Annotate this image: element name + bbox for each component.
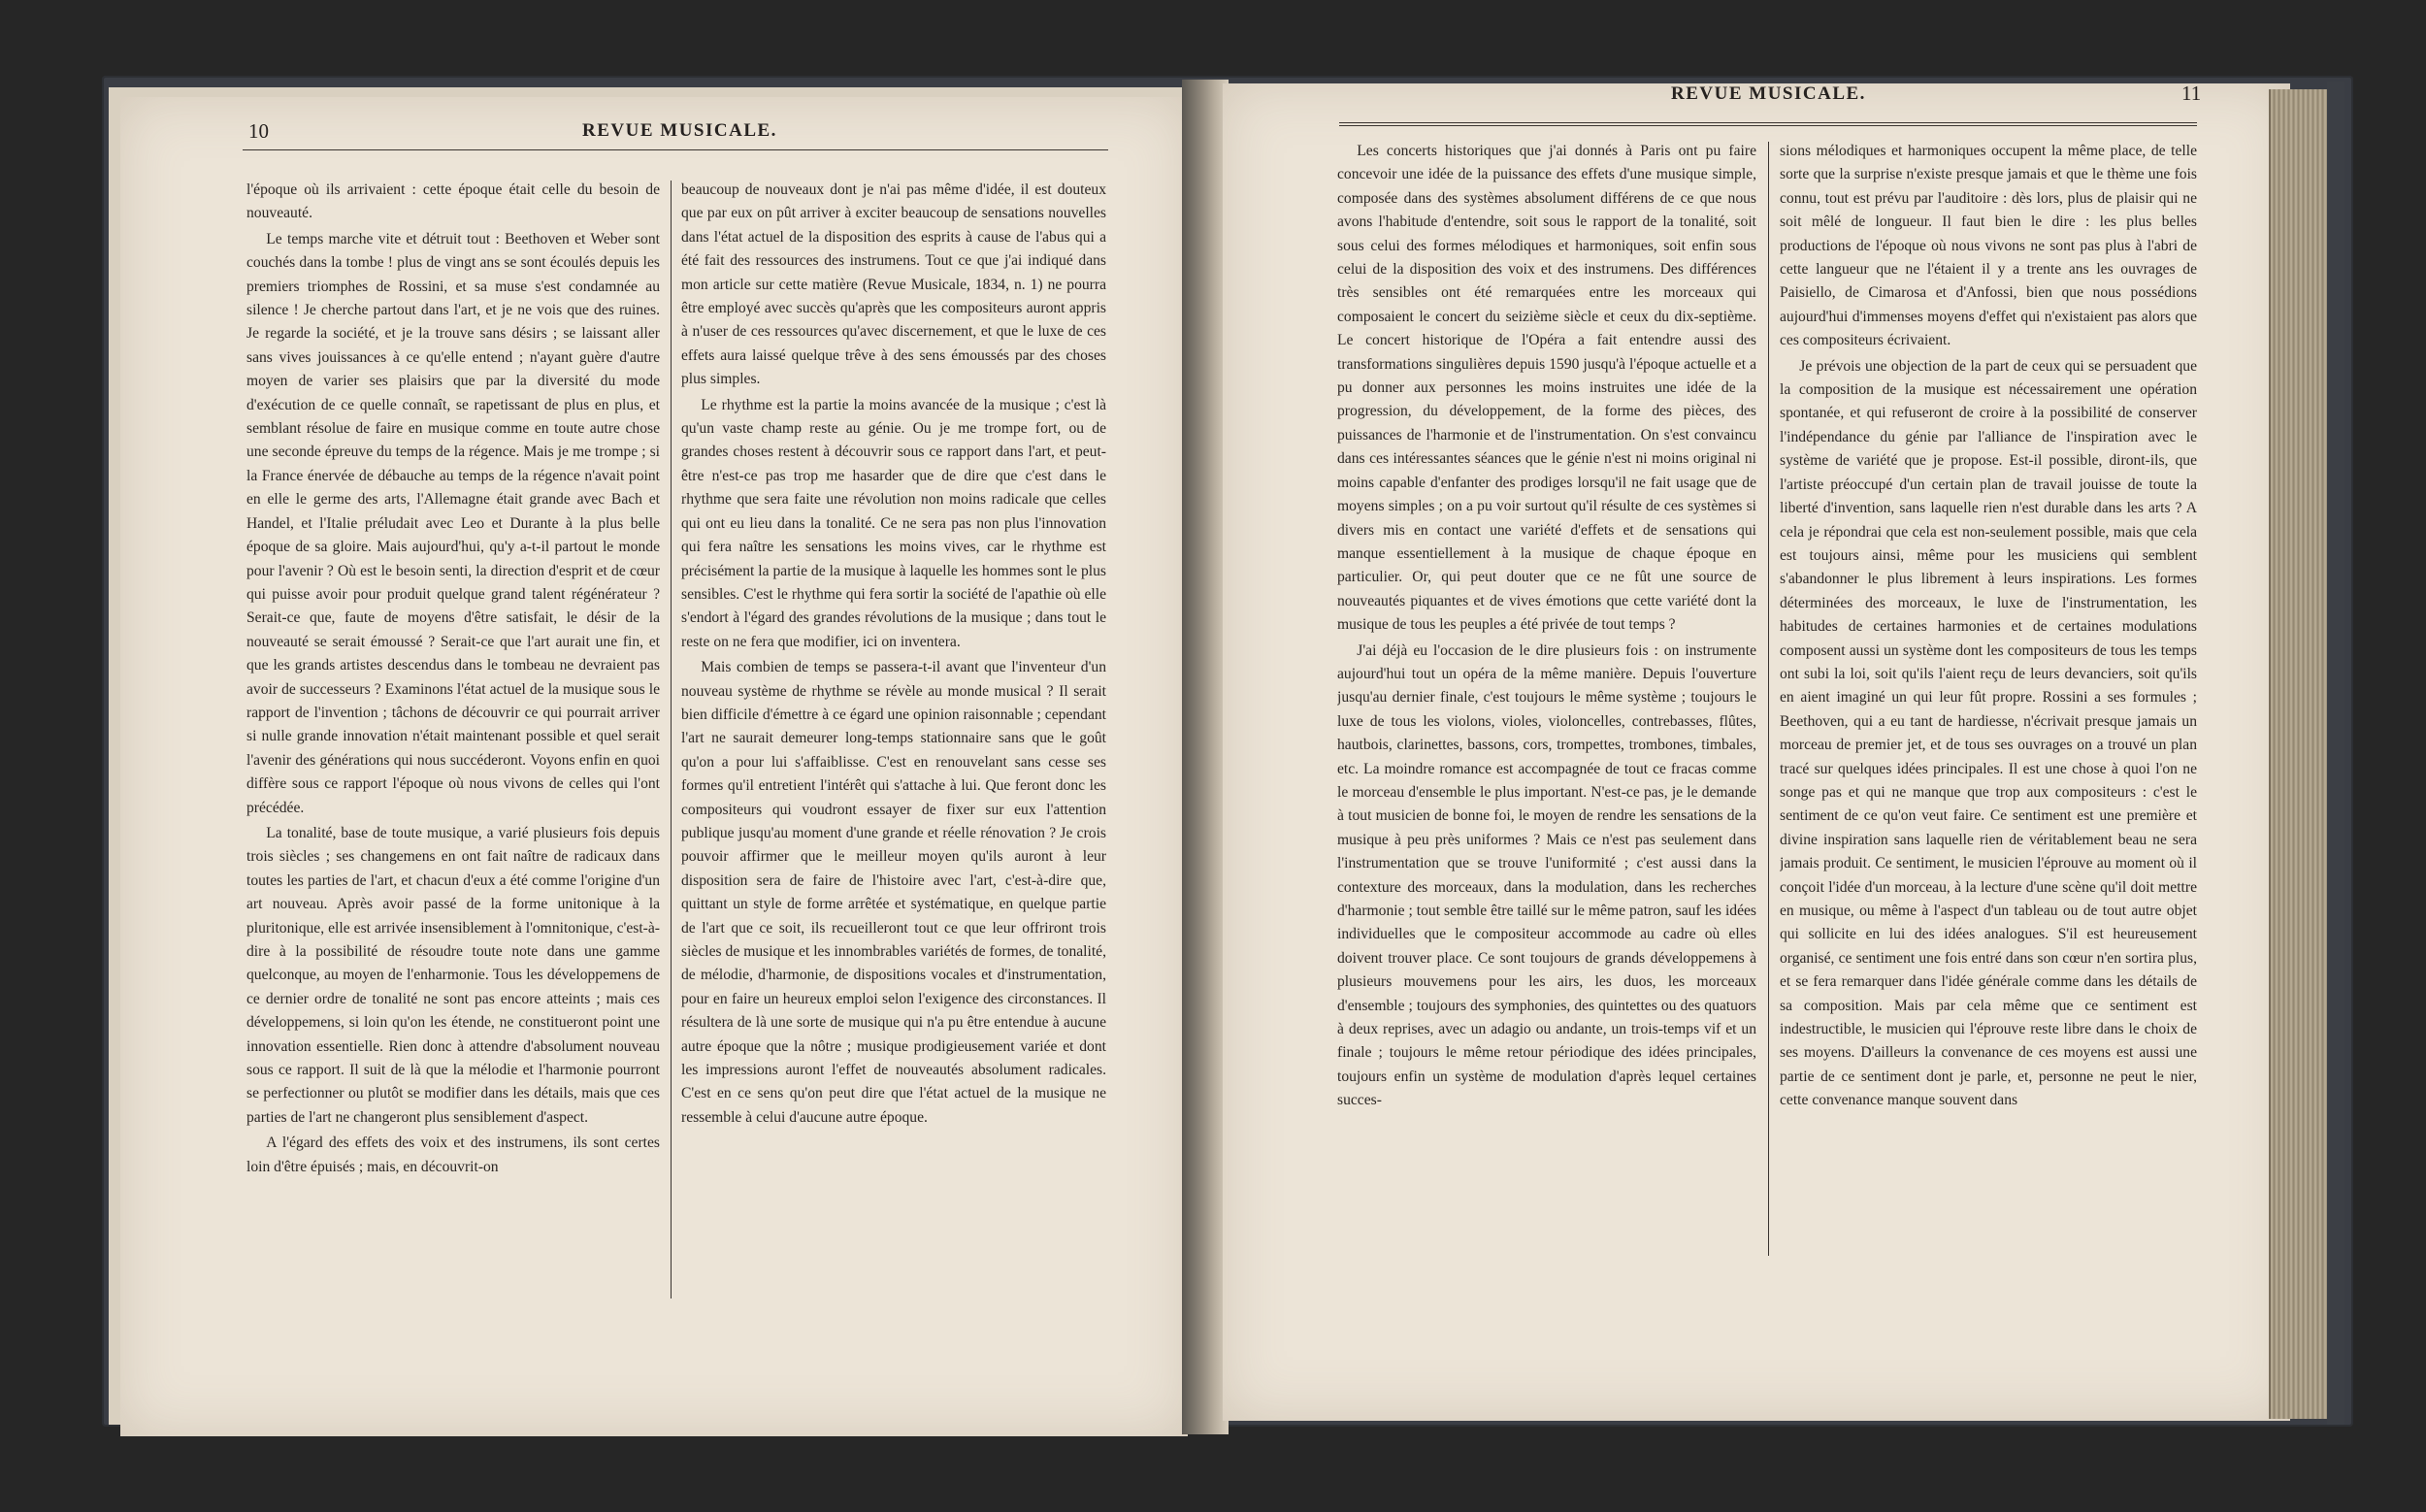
paragraph: Le temps marche vite et détruit tout : Beethoven et Weber sont couchés dans la tombe ! plus de vingt ans se sont écoulés depuis les premiers triomphes de Rossini, et sa muse s'est condamnée au silence ! Je cherche partout dans l'art, et je ne vois que des ruines. Je regarde la société, et je la trouve sans désirs ; se laissant aller sans vives jouissances à ce qu'elle entend ; n'ayant guère d'autre moyen de varier ses plaisirs que par la diversité du mode d'exécution de ce quelle connaît, se rapetissant de plus en plus, et semblant résolue de faire en musique comme en toute autre chose une seconde épreuve du temps de la régence. Mais je me trompe ; si la France énervée de débauche au temps de la régence n'avait point en elle le germe des arts, l'Allemagne était grande avec Bach et Handel, et l'Italie préludait avec Leo et Durante à la plus belle époque de sa gloire. Mais aujourd'hui, qu'y a-t-il partout le monde pour l'avenir ? Où est le besoin senti, la direction d'esprit et de cœur qui puisse avoir pour produit quelque grand talent régénérateur ? Serait-ce que, faute de moyens d'être satisfait, le désir de la nouveauté se serait émoussé ? Serait-ce que l'art aurait une fin, et que les grands artistes descendus dans le tombeau ne devraient pas avoir de successeurs ? Examinons l'état actuel de la musique sous le rapport de l'invention ; tâchons de découvrir ce qui pourrait arriver si nulle grande innovation n'était maintenant possible et quel serait l'avenir des générations qui nous succéderont. Voyons enfin en quoi diffère sous ce rapport l'époque où nous vivons de celles qui l'ont précédée. (246, 230, 660, 816)
paragraph: l'époque où ils arrivaient : cette époque était celle du besoin de nouveauté. (246, 181, 660, 222)
right-column-divider (1768, 142, 1769, 1256)
right-running-head: REVUE MUSICALE. (1671, 83, 1866, 104)
left-page-number: 10 (248, 119, 269, 143)
paragraph: Les concerts historiques que j'ai donnés à Paris ont pu faire concevoir une idée de la puissance des effets d'une musique simple, composée dans des systèmes absolument différens de ce que nous avons l'habitude d'entendre, soit sous le rapport de la tonalité, soit sous celui des formes mélodiques et harmoniques, soit enfin sous celui de la disposition des voix et des instrumens. Des différences très sensibles ont été remarquées entre les morceaux qui composaient le concert du seizième siècle et ceux du dix-septième. Le concert historique de l'Opéra a fait entendre aussi des transformations singulières depuis 1590 jusqu'à l'époque actuelle et a pu donner aux personnes les moins instruites une idée de la progression, du développement, de la forme des pièces, des puissances de l'harmonie et de l'instrumentation. On s'est convaincu dans ces intéressantes séances que le génie n'est ni moins original ni moins capable d'enfanter des prodiges lorsqu'il ne fait usage que de moyens simples ; on a pu voir surtout qu'il résulte de ces systèmes si divers mis en contact une variété d'effets et de sensations qui manque essentiellement à la musique de chaque époque en particulier. Or, qui peut douter que ce ne fût une source de nouveautés piquantes et de vives émotions que cette variété dont la musique de tous les peuples a été privée de tout temps ? (1337, 143, 1756, 634)
left-running-head: REVUE MUSICALE. (582, 120, 777, 141)
right-page-number: 11 (2181, 82, 2202, 105)
paragraph: sions mélodiques et harmoniques occupent la même place, de telle sorte que la surprise n'existe presque jamais et que le thème une fois connu, tout est prévu par l'auditoire : dès lors, plus de plaisir qui ne soit mêlé de longueur. Il faut bien le dire : les plus belles productions de l'époque où nous vivons ne sont pas plus à l'abri de cette langueur que ne l'étaient il y a trente ans les ouvrages de Paisiello, de Cimarosa et d'Anfossi, bien que nous possédions aujourd'hui d'immenses moyens d'effet qui n'existaient pas alors que ces compositeurs écrivaient. (1780, 143, 2197, 349)
paragraph: A l'égard des effets des voix et des instrumens, ils sont certes loin d'être épuisés ; mais, en découvrit-on (246, 1134, 660, 1175)
left-header-rule (243, 149, 1108, 150)
paragraph: beaucoup de nouveaux dont je n'ai pas même d'idée, il est douteux que par eux on pût arriver à exciter beaucoup de sensations nouvelles dans l'état actuel de la disposition des esprits à cause de l'abus qui a été fait des ressources des instrumens. Tout ce que j'ai indiqué dans mon article sur cette matière (Revue Musicale, 1834, n. 1) ne pourra être employé avec succès qu'après que les compositeurs auront appris à n'user de ces ressources qu'avec discernement, et que le luxe de ces effets aura laissé quelque trêve à des sens émoussés par des choses plus simples. (681, 181, 1106, 388)
paragraph: J'ai déjà eu l'occasion de le dire plusieurs fois : on instrumente aujourd'hui tout un opéra de la même manière. Depuis l'ouverture jusqu'au dernier finale, c'est toujours le même système ; toujours le luxe de tous les violons, violes, violoncelles, contrebasses, flûtes, hautbois, clarinettes, bassons, cors, trompettes, trombones, timbales, etc. La moindre romance est accompagnée de tout ce fracas comme le morceau d'ensemble le plus important. N'est-ce pas, je le demande à tout musicien de bonne foi, le moyen de rendre les sensations de la musique à peu près uniformes ? Mais ce n'est pas seulement dans l'instrumentation que se trouve l'uniformité ; c'est aussi dans la contexture des morceaux, dans la modulation, dans les recherches d'harmonie ; tout semble être taillé sur le même patron, sauf les idées individuelles que le compositeur accommode au cadre où elles doivent trouver place. Ce sont toujours de grands développemens à plusieurs mouvemens pour les airs, les duos, les morceaux d'ensemble ; toujours des symphonies, des quintettes ou des quatuors à deux reprises, avec un adagio ou andante, un trois-temps vif et un finale ; toujours le même retour périodique des idées principales, toujours enfin un système de modulation d'après lequel certaines succes- (1337, 641, 1756, 1109)
left-page-column-1 (246, 179, 660, 1306)
paragraph: La tonalité, base de toute musique, a varié plusieurs fois depuis trois siècles ; ses changemens en ont fait naître de radicaux dans toutes les parties de l'art, et chacun d'eux a été comme l'origine d'un art nouveau. Après avoir passé de la forme unitonique à la pluritonique, elle est arrivée insensiblement à l'omnitonique, c'est-à-dire à la possibilité de résoudre toute note dans une gamme quelconque, au moyen de l'enharmonie. Tous les développemens de ce dernier ordre de tonalité ne sont pas encore atteints ; mais ces développemens, si loin qu'on les étende, ne constitueront point une innovation essentielle. Rien donc à attendre d'absolument nouveau sous ce rapport. Il suit de là que la mélodie et l'harmonie pourront se perfectionner ou plutôt se modifier dans les détails, mais que ces parties de l'art ne changeront plus sensiblement d'aspect. (246, 824, 660, 1126)
right-page-column-1 (1337, 140, 1756, 1265)
right-page-column-2 (1780, 140, 2197, 1265)
left-column-divider (671, 181, 672, 1298)
right-header-rule (1339, 122, 2197, 126)
paragraph: Je prévois une objection de la part de ceux qui se persuadent que la composition de la musique est nécessairement une opération spontanée, et qui refuseront de croire à la possibilité de conserver l'indépendance du génie par l'alliance de l'inspiration avec le système de variété que je propose. Est-il possible, diront-ils, que l'artiste préoccupé d'un certain plan de travail jouisse de toute la liberté d'invention, sans laquelle rien n'est durable dans les arts ? A cela je répondrai que cela est non-seulement possible, mais que cela est toujours ainsi, même pour les musiciens qui semblent s'abandonner le plus librement à leurs inspirations. Les formes déterminées des morceaux, le luxe de l'instrumentation, les habitudes de certaines harmonies et de certaines modulations composent aussi un système dont les compositeurs de tous les temps ont subi la loi, soit qu'ils l'aient reçu de leurs devanciers, soit qu'ils en aient imaginé un qui leur fût propre. Rossini a ses formules ; Beethoven, qui a eu tant de hardiesse, n'écrivait presque jamais un morceau de premier jet, et de tous ses ouvrages on a trouvé un plan tracé sur quelques idées principales. Il est une chose à quoi l'on ne songe pas et qui ne manque que trop aux compositeurs : c'est le sentiment de ce qu'on veut faire. Ce sentiment est une première et divine inspiration sans laquelle rien de véritablement beau ne sera jamais produit. Ce sentiment, le musicien l'éprouve au moment où il conçoit l'idée d'un morceau, à la lecture d'une scène qu'il doit mettre en musique, ou même à l'aspect d'un tableau ou de tout autre objet qui sollicite en lui des idées analogues. S'il est heureusement organisé, ce sentiment une fois entré dans son cœur n'en sortira plus, et se fera remarquer dans l'idée générale comme dans les détails de sa composition. Mais par cela même que ce sentiment est indestructible, le musicien qui l'éprouve reste libre dans le choix de ses moyens. D'ailleurs la convenance de ces moyens est aussi une partie de ce sentiment dont je parle, et, personne ne peut le nier, cette convenance manque souvent dans (1780, 357, 2197, 1109)
left-page-column-2 (681, 179, 1106, 1306)
paragraph: Le rhythme est la partie la moins avancée de la musique ; c'est là qu'un vaste champ reste au génie. Ou je me trompe fort, ou de grandes choses restent à découvrir sous ce rapport dans l'art, et peut-être n'est-ce pas trop me hasarder que de dire que c'est dans le rhythme que sera faite une révolution non moins radicale que celles qui ont eu lieu dans la tonalité. Ce ne sera pas non plus l'innovation qui fera naître les sensations les moins vives, car le rhythme est précisément la partie de la musique à laquelle les hommes sont le plus sensibles. C'est le rhythme qui fera sortir la société de l'apathie où elle s'endort à l'égard des grandes révolutions de la musique ; dans tout le reste on ne fera que modifier, ici on inventera. (681, 396, 1106, 650)
paragraph: Mais combien de temps se passera-t-il avant que l'inventeur d'un nouveau système de rhythme se révèle au monde musical ? Il serait bien difficile d'émettre à ce égard une opinion raisonnable ; cependant l'art ne saurait demeurer long-temps stationnaire sans que le goût qu'on a pour lui s'affaiblisse. C'est en renouvelant sans cesse ses formes qu'il entretient l'intérêt qui s'attache à lui. Que feront donc les compositeurs qui voudront essayer de fixer sur eux l'attention publique jusqu'au moment d'une grande et réelle rénovation ? Je crois pouvoir affirmer que le meilleur moyen qu'ils auront à leur disposition sera de faire de l'histoire avec l'art, c'est-à-dire que, quittant un style de forme arrêtée et systématique, en quelque partie de l'art que ce soit, ils recueilleront tout ce que leur offriront trois siècles de musique et les innombrables variétés de formes, de tonalité, de mélodie, d'harmonie, de dispositions vocales et d'instrumentation, pour en faire un heureux emploi selon l'exigence des circonstances. Il résultera de là une sorte de musique qui n'a pu être entendue à aucune autre époque que la nôtre ; musique prodigieusement variée et dont les impressions auront l'effet de nouveautés absolument radicales. C'est en ce sens qu'on peut dire que l'état actuel de la musique ne ressemble à celui d'aucune autre époque. (681, 659, 1106, 1126)
book-gutter (1182, 80, 1229, 1434)
book-cover-edge (2327, 82, 2344, 1425)
